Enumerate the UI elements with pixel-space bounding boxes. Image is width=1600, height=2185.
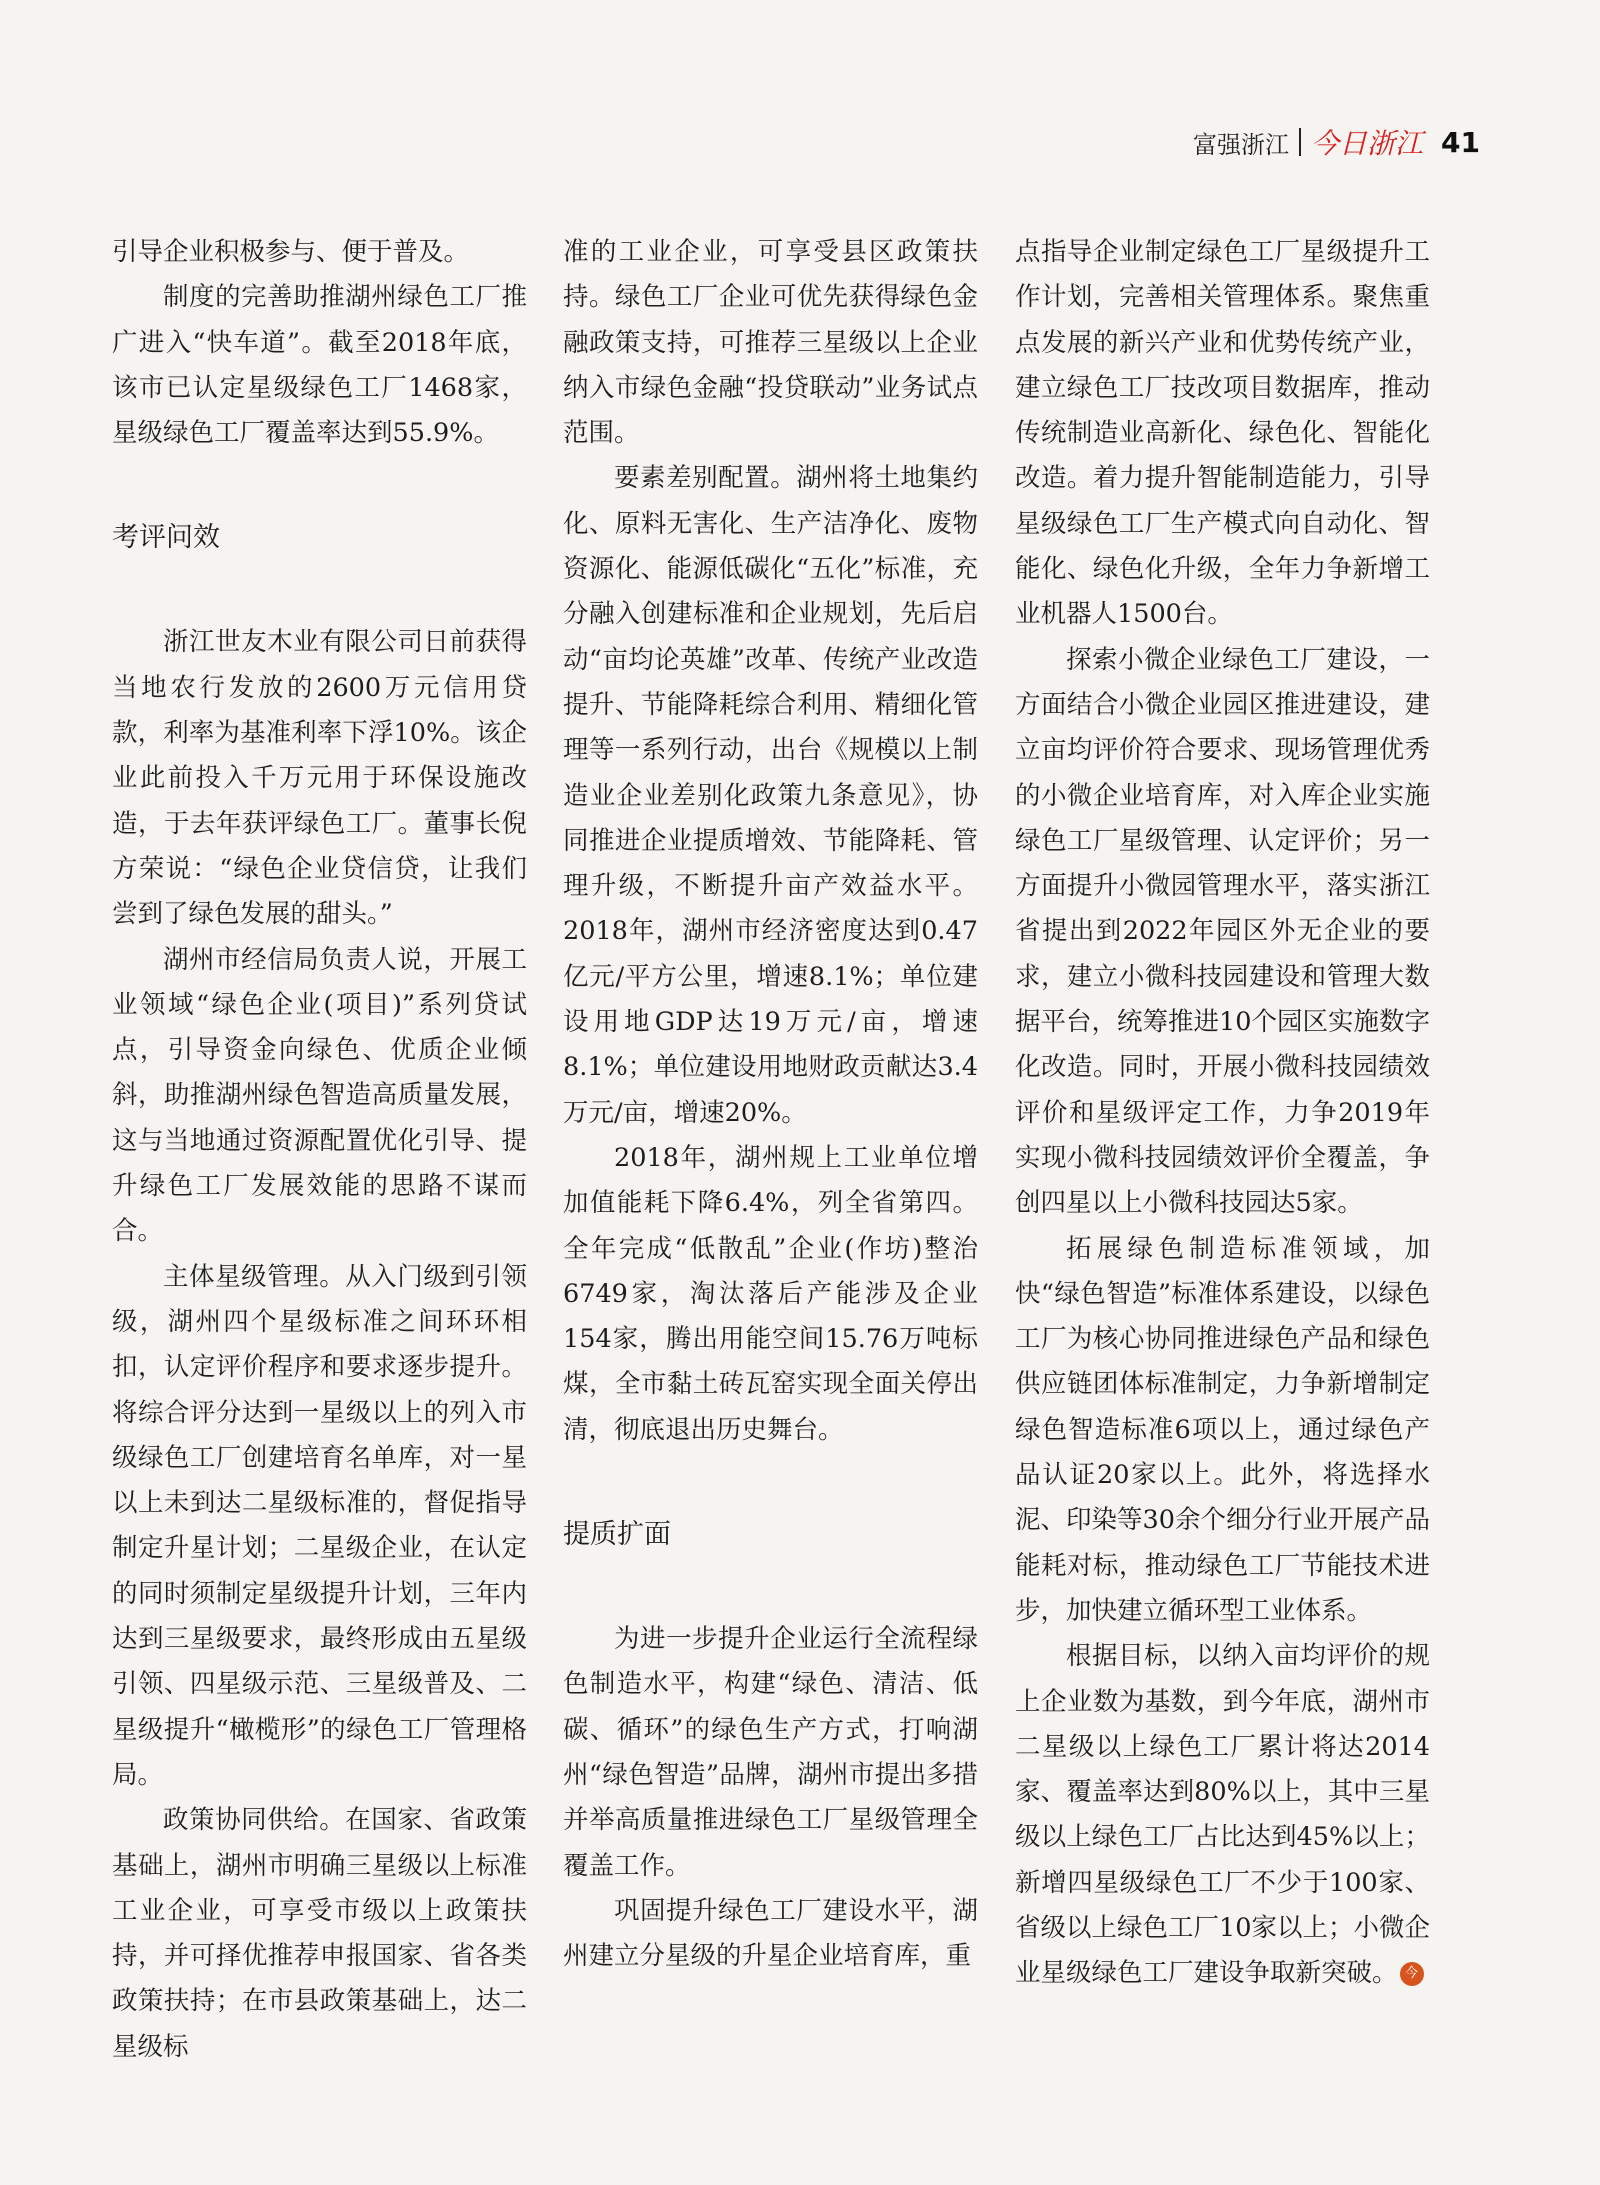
header-divider xyxy=(1299,128,1301,156)
page-number: 41 xyxy=(1441,125,1480,159)
paragraph: 探索小微企业绿色工厂建设，一方面结合小微企业园区推进建设，建立亩均评价符合要求、现场管理优秀的小微企业培育库，对入库企业实施绿色工厂星级管理、认定评价；另一方面提升小微园管理水平，落实浙江省提出到2022年园区外无企业的要求，建立小微科技园建设和管理大数据平台，统筹推进10个园区实施数字化改造。同时，开展小微科技园绩效评价和星级评定工作，力争2019年实现小微科技园绩效评价全覆盖，争创四星以上小微科技园达5家。 xyxy=(1015,644,1430,1219)
paragraph: 政策协同供给。在国家、省政策基础上，湖州市明确三星级以上标准工业企业，可享受市级以上政策扶持，并可择优推荐申报国家、省各类政策扶持；在市县政策基础上，达二星级标 xyxy=(112,1805,527,2062)
column-1 xyxy=(112,230,527,2070)
paragraph: 为进一步提升企业运行全流程绿色制造水平，构建“绿色、清洁、低碳、循环”的绿色生产方式，打响湖州“绿色智造”品牌，湖州市提出多措并举高质量推进绿色工厂星级管理全覆盖工作。 xyxy=(563,1624,978,1881)
paragraph: 点指导企业制定绿色工厂星级提升工作计划，完善相关管理体系。聚焦重点发展的新兴产业和优势传统产业，建立绿色工厂技改项目数据库，推动传统制造业高新化、绿色化、智能化改造。着力提升智能制造能力，引导星级绿色工厂生产模式向自动化、智能化、绿色化升级，全年力争新增工业机器人1500台。 xyxy=(1015,237,1430,630)
paragraph: 2018年，湖州规上工业单位增加值能耗下降6.4%，列全省第四。全年完成“低散乱”企业(作坊)整治6749家，淘汰落后产能涉及企业154家，腾出用能空间15.76万吨标煤，全市黏土砖瓦窑实现全面关停出清，彻底退出历史舞台。 xyxy=(563,1142,978,1445)
section-heading: 提质扩面 xyxy=(563,1519,671,1551)
column-3 xyxy=(1015,230,1430,1997)
page-header xyxy=(1193,122,1480,162)
paragraph: 浙江世友木业有限公司日前获得当地农行发放的2600万元信用贷款，利率为基准利率下浮10%。该企业此前投入千万元用于环保设施改造，于去年获评绿色工厂。董事长倪方荣说：“绿色企业贷信贷，让我们尝到了绿色发展的甜头。” xyxy=(112,627,527,930)
section-heading: 考评问效 xyxy=(112,522,220,554)
magazine-brand: 今日浙江 xyxy=(1311,127,1424,160)
end-mark-icon: 今 xyxy=(1400,1962,1424,1986)
paragraph: 巩固提升绿色工厂建设水平，湖州建立分星级的升星企业培育库，重 xyxy=(563,1895,978,1972)
column-2 xyxy=(563,230,978,1979)
paragraph: 湖州市经信局负责人说，开展工业领域“绿色企业(项目)”系列贷试点，引导资金向绿色、优质企业倾斜，助推湖州绿色智造高质量发展，这与当地通过资源配置优化引导、提升绿色工厂发展效能的思路不谋而合。 xyxy=(112,944,527,1247)
paragraph: 准的工业企业，可享受县区政策扶持。绿色工厂企业可优先获得绿色金融政策支持，可推荐三星级以上企业纳入市绿色金融“投贷联动”业务试点范围。 xyxy=(563,237,978,449)
paragraph: 要素差别配置。湖州将土地集约化、原料无害化、生产洁净化、废物资源化、能源低碳化“五化”标准，充分融入创建标准和企业规划，先后启动“亩均论英雄”改革、传统产业改造提升、节能降耗综合利用、精细化管理等一系列行动，出台《规模以上制造业企业差别化政策九条意见》，协同推进企业提质增效、节能降耗、管理升级，不断提升亩产效益水平。2018年，湖州市经济密度达到0.47亿元/平方公里，增速8.1%；单位建设用地GDP达19万元/亩，增速8.1%；单位建设用地财政贡献达3.4万元/亩，增速20%。 xyxy=(563,463,978,1128)
section-name: 富强浙江 xyxy=(1193,130,1290,159)
paragraph: 主体星级管理。从入门级到引领级，湖州四个星级标准之间环环相扣，认定评价程序和要求逐步提升。将综合评分达到一星级以上的列入市级绿色工厂创建培育名单库，对一星以上未到达二星级标准的，督促指导制定升星计划；二星级企业，在认定的同时须制定星级提升计划，三年内达到三星级要求，最终形成由五星级引领、四星级示范、三星级普及、二星级提升“橄榄形”的绿色工厂管理格局。 xyxy=(112,1261,527,1790)
paragraph: 拓展绿色制造标准领域，加快“绿色智造”标准体系建设，以绿色工厂为核心协同推进绿色产品和绿色供应链团体标准制定，力争新增制定绿色智造标准6项以上，通过绿色产品认证20家以上。此外，将选择水泥、印染等30余个细分行业开展产品能耗对标，推动绿色工厂节能技术进步，加快建立循环型工业体系。 xyxy=(1015,1233,1430,1626)
paragraph-text: 根据目标，以纳入亩均评价的规上企业数为基数，到今年底，湖州市二星级以上绿色工厂累计将达2014家、覆盖率达到80%以上，其中三星级以上绿色工厂占比达到45%以上；新增四星级绿色工厂不少于100家、省级以上绿色工厂10家以上；小微企业星级绿色工厂建设争取新突破。 xyxy=(1015,1641,1430,1989)
paragraph-final xyxy=(1015,1634,1430,1996)
paragraph: 引导企业积极参与、便于普及。 xyxy=(112,237,470,267)
paragraph: 制度的完善助推湖州绿色工厂推广进入“快车道”。截至2018年底，该市已认定星级绿色工厂1468家，星级绿色工厂覆盖率达到55.9%。 xyxy=(112,282,527,449)
